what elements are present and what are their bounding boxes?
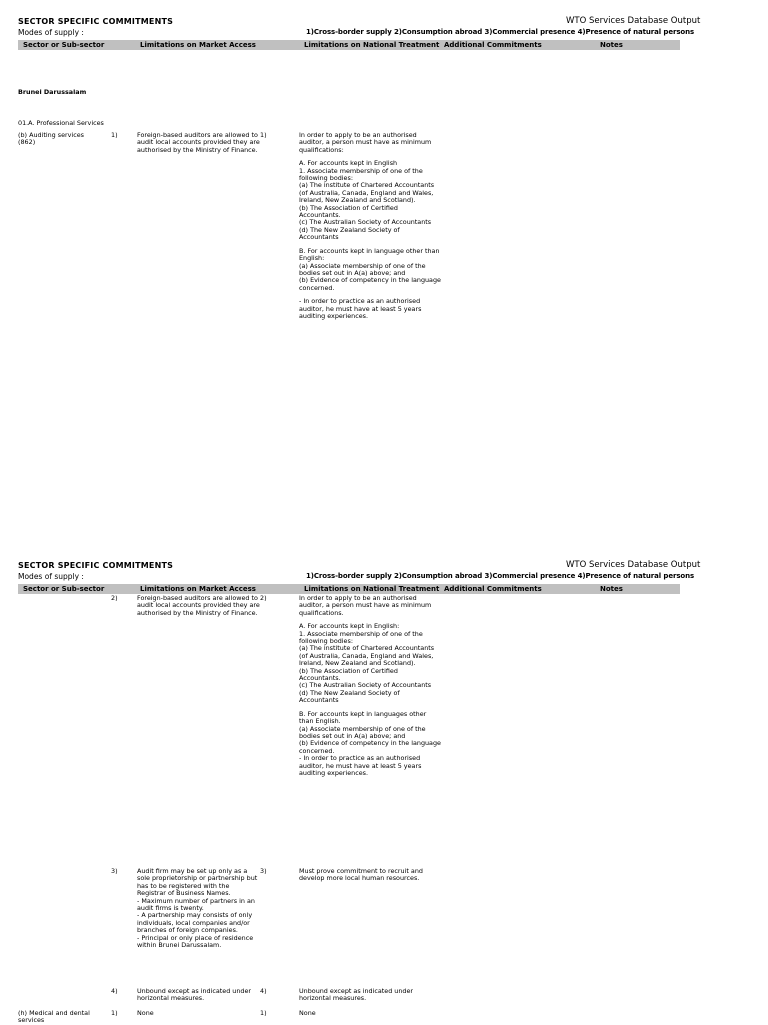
national-mode-number: 3) [260, 867, 267, 875]
column-national-treatment: Limitations on National Treatment [304, 585, 440, 593]
column-sector: Sector or Sub-sector [23, 585, 105, 593]
sector-cell: (b) Auditing services (862) [18, 131, 84, 147]
modes-list: 1)Cross-border supply 2)Consumption abroad 3)Commercial presence 4)Presence of natural persons [306, 28, 695, 36]
modes-label: Modes of supply : [18, 28, 84, 37]
national-treatment-para: In order to apply to be an authorised auditor, a person must have as minimum qualifications. [299, 594, 432, 617]
national-treatment-text: Unbound except as indicated under horizontal measures. [299, 987, 414, 1003]
national-treatment-cell [299, 132, 459, 326]
market-access-text: None [137, 1009, 154, 1017]
page-title: SECTOR SPECIFIC COMMITMENTS [18, 17, 174, 26]
column-market-access: Limitations on Market Access [140, 41, 256, 49]
section-heading: 01.A. Professional Services [18, 119, 104, 127]
column-national-treatment: Limitations on National Treatment [304, 41, 440, 49]
modes-list: 1)Cross-border supply 2)Consumption abroad 3)Commercial presence 4)Presence of natural persons [306, 572, 695, 580]
page-title: SECTOR SPECIFIC COMMITMENTS [18, 561, 174, 570]
column-notes: Notes [600, 41, 623, 49]
national-mode-number: 1) [260, 131, 267, 139]
modes-label: Modes of supply : [18, 572, 84, 581]
column-market-access: Limitations on Market Access [140, 585, 256, 593]
database-label: WTO Services Database Output [566, 560, 701, 570]
market-access-text: Foreign-based auditors are allowed to audit local accounts provided they are authorised by the Ministry of Finance. [137, 594, 260, 617]
country-name: Brunei Darussalam [18, 88, 87, 96]
national-treatment-para: B. For accounts kept in languages other than English. (a) Associate membership of one of the bodies set out in A(a) above; and (b) Evidence of competency in the language concerned. - In order to practice as an authorised auditor, he must have at least 5 years auditing experiences. [299, 709, 441, 777]
national-mode-number: 1) [260, 1009, 267, 1017]
column-sector: Sector or Sub-sector [23, 41, 105, 49]
national-treatment-para: B. For accounts kept in language other than English: (a) Associate membership of one of the bodies set out in A(a) above; and (b) Evidence of competency in the language concerned. [299, 246, 441, 292]
national-mode-number: 4) [260, 987, 267, 995]
mode-number: 4) [111, 987, 118, 995]
market-access-text: Audit firm may be set up only as a sole proprietorship or partnership but has to be registered with the Registrar of Business Names. - Maximum number of partners in an audit firms is twenty. - A partnership may consists of only individuals, local companies and/or branches of foreign companies. - Principal or only place of residence within Brunei Darussalam. [137, 867, 258, 950]
national-treatment-para: In order to apply to be an authorised auditor, a person must have as minimum qualifications: [299, 131, 432, 154]
national-treatment-para: - In order to practice as an authorised auditor, he must have at least 5 years auditing experiences. [299, 297, 422, 320]
mode-number: 1) [111, 131, 118, 139]
mode-number: 1) [111, 1009, 118, 1017]
national-treatment-para: A. For accounts kept in English 1. Associate membership of one of the following bodies: (a) The institute of Chartered Accountants (of Australia, Canada, England and Wales, Ireland, New Zealand and Scotland). (b) The Association of Certified Accountants. (c) The Australian Society of Accountants (d) The New Zealand Society of Accountants [299, 159, 435, 242]
column-notes: Notes [600, 585, 623, 593]
market-access-text: Unbound except as indicated under horizontal measures. [137, 987, 252, 1003]
column-header-bar [18, 584, 680, 594]
column-additional-commitments: Additional Commitments [444, 585, 542, 593]
column-header-bar [18, 40, 680, 50]
sector-cell: (h) Medical and dental services [18, 1009, 90, 1025]
national-treatment-para: A. For accounts kept in English: 1. Associate membership of one of the following bodies: (a) The institute of Chartered Accountants (of Australia, Canada, England and Wales, Ireland, New Zealand and Scotland). (b) The Association of Certified Accountants. (c) The Australian Society of Accountants (d) The New Zealand Society of Accountants [299, 622, 435, 705]
national-treatment-cell [299, 595, 459, 783]
column-additional-commitments: Additional Commitments [444, 41, 542, 49]
national-treatment-text: Must prove commitment to recruit and develop more local human resources. [299, 867, 423, 883]
mode-number: 2) [111, 594, 118, 602]
database-label: WTO Services Database Output [566, 16, 701, 26]
market-access-text: Foreign-based auditors are allowed to audit local accounts provided they are authorised by the Ministry of Finance. [137, 131, 260, 154]
national-mode-number: 2) [260, 594, 267, 602]
national-treatment-text: None [299, 1009, 316, 1017]
mode-number: 3) [111, 867, 118, 875]
